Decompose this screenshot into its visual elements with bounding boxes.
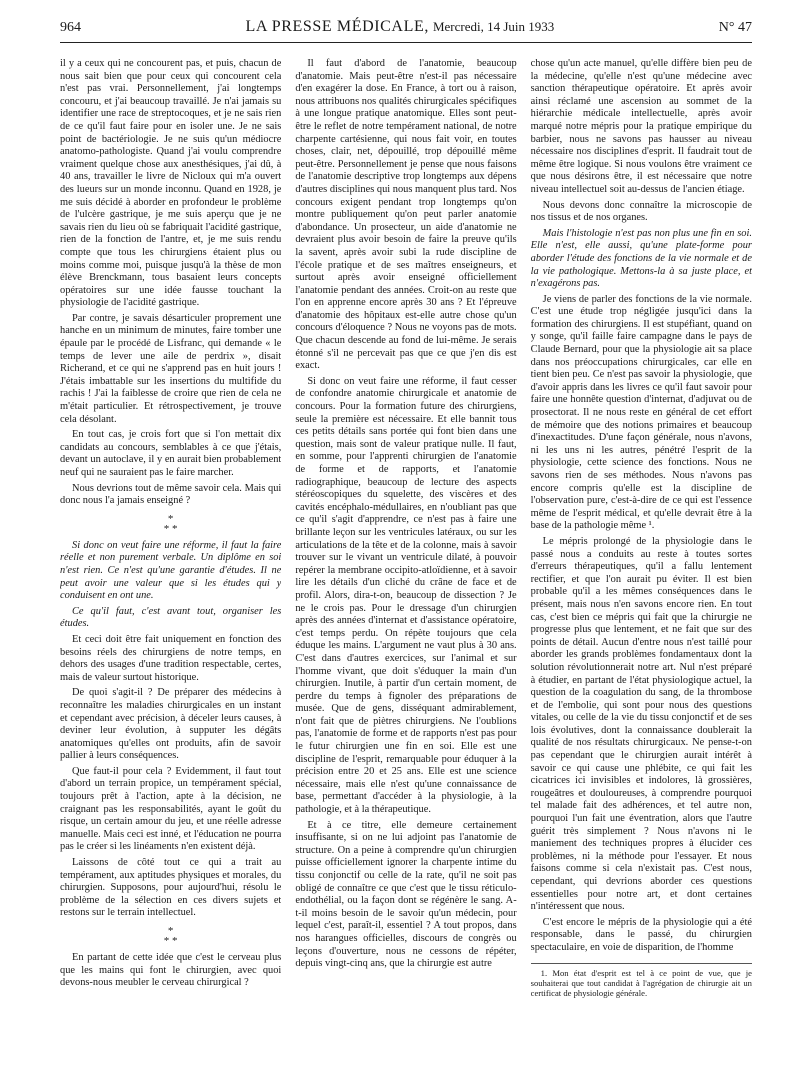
- journal-title: [246, 18, 555, 36]
- column-2: [295, 58, 516, 1064]
- paragraph: Il faut d'abord de l'anatomie, beaucoup d'anatomie. Mais peut-être n'est-il pas nécessaire d'en exagérer la dose. En France, à tort ou à raison, nous attribuons nos qualités chirurgicales spécifiques à une longue pratique anatomique. Elles sont peut-être le reflet de notre tempérament national, de notre charpente cartésienne, qui nous fait voir, en toutes choses, clair, net, dépouillé, trop dépouillé même peut-être. Personnellement je pense que nous faisons de l'anatomie descriptive trop longtemps aux dépens d'autres disciplines qui nous manquent plus tard. Nos concours exigent pendant trop longtemps qu'on montre publiquement qu'on peut parler anatomie d'abondance. Un prosecteur, un aide d'anatomie ne devraient plus avoir besoin de faire la preuve qu'ils la savent, après avoir subi la rude discipline de l'école pratique et de ses maîtres enseigneurs, et surtout après avoir enseigné officiellement l'anatomie pendant des années. Croit-on au reste que l'on en apprenne encore après 30 ans ? Et l'épreuve d'anatomie des hôpitaux est-elle autre chose qu'un concours d'éloquence ? Nous ne voyons pas de mots. Que chacun descende au fond de lui-même. Je serais étonné s'il ne percevait pas que ce que j'en dis est exact.: [295, 58, 517, 372]
- paragraph: il y a ceux qui ne concourent pas, et puis, chacun de nous sait bien que pour ceux qui concourent cela n'est pas vrai. Personnellement, j'ai longtemps concouru, et j'ai beaucoup travaillé. Je n'ai jamais su identifier une race de streptocoques, et je ne sais rien de ce qu'il faut faire pour en isoler une. Je ne sais point de bactériologie. Je ne suis qu'un médiocre anatomo-pathologiste. Quand j'ai voulu comprendre vraiment quelque chose aux anesthésiques, j'ai dû, à 40 ans, travailler le livre de Nicloux qui m'a ouvert des lueurs sur un monde inconnu. Quand en 1928, je me suis décidé à aborder en profondeur le problème de l'ulcère gastrique, je me suis aperçu que je ne savais rien du lieu où se fabriquait l'acidité gastrique, rien de la fonction de l'antre, et, je me suis rendu compte que tous les chirurgiens étaient plus ou moins comme moi, puisque jusqu'à la thèse de mon élève Brenckmann, tous basaient leurs concepts opératoires sur une idée fausse touchant la physiologie de l'acidité gastrique.: [60, 58, 282, 309]
- column-3: [531, 58, 752, 1064]
- paragraph: Et à ce titre, elle demeure certainement insuffisante, si on ne lui adjoint pas l'anatomie de structure. On a peine à comprendre qu'un chirurgien puisse officiellement ignorer la charpente intime du tissu conjonctif ou celle de la rate, qu'il ne soit pas obligé de connaître ce que c'est que le tissu réticulo-endothélial, ou la façon dont se régénère le sang. A-t-il moins besoin de le savoir qu'un médecin, pour lequel c'est, paraît-il, essentiel ? A tout propos, dans nos harangues officielles, discours de congrès ou leçons d'ouverture, nous ne cessons de répéter, depuis vingt-cinq ans, que la chirurgie est autre: [295, 819, 517, 970]
- paragraph-italic: Si donc on veut faire une réforme, il faut la faire réelle et non purement verbale. Un diplôme en soi n'est rien. Ce n'est qu'une garantie d'études. Il ne peut avoir une valeur que si les études qui y conduisent en ont une.: [60, 539, 282, 602]
- paragraph-italic: Mais l'histologie n'est pas non plus une fin en soi. Elle n'est, elle aussi, qu'une plate-forme pour aborder l'étude des fonctions de la vie normale et de la vie pathologique. Mettons-la à sa juste place, et n'exagérons pas.: [530, 227, 752, 290]
- paragraph: En partant de cette idée que c'est le cerveau plus que les mains qui font le chirurgien, avec quoi devons-nous meubler le cerveau chirurgical ?: [60, 952, 282, 989]
- paragraph-italic: Ce qu'il faut, c'est avant tout, organiser les études.: [60, 605, 282, 630]
- paragraph: Par contre, je savais désarticuler proprement une hanche en un minimum de minutes, faire tomber une épaule par le procédé de Lisfranc, qui demande « le temps de lever une aile de perdrix », disait Richerand, et ce qui ne s'apprend pas en huit jours ! J'étais imbattable sur les insertions du multifide du rachis ! J'ai la faiblesse de croire que rien de cela ne m'était particulier. Et rétrospectivement, je trouve cela désolant.: [60, 312, 282, 425]
- issue-date: Mercredi, 14 Juin 1933: [432, 19, 555, 34]
- page-header: [60, 18, 752, 43]
- paragraph: Nous devrions tout de même savoir cela. Mais qui donc nous l'a jamais enseigné ?: [60, 482, 282, 507]
- paragraph: C'est encore le mépris de la physiologie qui a été responsable, dans le passé, du chirurgien spectaculaire, en voie de disparition, de l'homme: [530, 916, 752, 953]
- footnote: 1. Mon état d'esprit est tel à ce point de vue, que je souhaiterai que tout candidat à l'agrégation de chirurgie ait un certificat de physiologie générale.: [531, 963, 752, 999]
- journal-name: LA PRESSE MÉDICALE,: [245, 18, 429, 35]
- paragraph: En tout cas, je crois fort que si l'on mettait dix candidats au concours, semblables à ce que j'étais, devant un autoclave, il y en aurait bien probablement neuf qui ne sauraient pas le faire marcher.: [60, 429, 282, 478]
- paragraph: chose qu'un acte manuel, qu'elle diffère bien peu de la médecine, qu'elle n'est qu'une médecine avec sanction thérapeutique opératoire. Et après avoir ainsi réclamé une ascension au sommet de la hiérarchie médicale intellectuelle, après avoir marqué notre mépris pour la pratique empirique du barbier, nous ne savons pas hausser au niveau nécessaire nos disciplines d'esprit. Il faudrait tout de même être logique. Si nous voulons être vraiment ce que nous désirons être, il est nécessaire que notre niveau intellectuel soit au-dessus de l'ancien étiage.: [530, 58, 752, 195]
- paragraph: Le mépris prolongé de la physiologie dans le passé nous a conduits au reste à toutes sortes d'erreurs thérapeutiques, qu'il a fallu lentement rectifier, et que l'on aurait pu éviter. Il est bien probable qu'il a les mêmes conséquences dans le présent, mais nous n'en savons encore rien. En tout cas, c'est bien ce mépris qui fait que la chirurgie ne progresse plus que lentement, et ne fait que sur des points de détail. Aucun d'entre nous n'est taillé pour aborder les grands problèmes fondamentaux dont la solution révolutionnerait notre art. Nul n'est préparé à étudier, en partant de l'état physiologique actuel, la question de la coagulation du sang, de la thrombose et de l'embolie, qui sont pour nous des questions vitales, ou celle de la vie du tissu conjonctif et de ses lois évolutives, dont la connaissance doublerait la qualité de nos résultats chirurgicaux. Ne pense-t-on pas cependant que le chirurgien aurait intérêt à savoir ce qui cause une phlébite, ce qui fait les cicatrices ici invisibles et indolores, là grossières, rougeâtres et douloureuses, à comprendre pourquoi tel malade fait des adhérences, et tel autre non, pourquoi l'un fait une éventration, alors que l'autre guérit très simplement ? Nous n'avons ni le maniement des techniques propres à élucider ces problèmes, ni la méthode pour l'essayer. Et nous faisons comme si cela n'existait pas. C'est nous, cependant, qui devrions aborder ces questions essentielles pour notre art, et dont certaines n'intéressent que nous.: [530, 535, 752, 913]
- paragraph: Laissons de côté tout ce qui a trait au tempérament, aux aptitudes physiques et morales, du chirurgien. Supposons, pour aujourd'hui, résolu le problème de la sélection en ces divers sujets et restons sur le terrain intellectuel.: [60, 857, 282, 919]
- page-number: 964: [60, 20, 81, 35]
- paragraph: Nous devons donc connaître la microscopie de nos tissus et de nos organes.: [530, 199, 752, 224]
- paragraph: De quoi s'agit-il ? De préparer des médecins à reconnaître les maladies chirurgicales en un instant et cependant avec précision, à déceler leurs causes, à deviner leur évolution, à supputer les dégâts anatomiques qu'elles ont produits, afin de savoir pallier à leurs conséquences.: [60, 687, 282, 762]
- paragraph: Et ceci doit être fait uniquement en fonction des besoins réels des chirurgiens de notre temps, en dehors des usages d'une tradition respectable, certes, mais de valeur surtout historique.: [60, 633, 282, 683]
- section-separator: * * *: [163, 925, 178, 947]
- article-body: [60, 58, 752, 1064]
- paragraph: Si donc on veut faire une réforme, il faut cesser de confondre anatomie chirurgicale et anatomie de concours. Pour la formation future des chirurgiens, seule la première est nécessaire. Et elle bannit tous ces petits détails sans portée qui font bien dans une question, mais sont de valeur pratique nulle. Il faut, en somme, pour l'apprenti chirurgien de l'anatomie de forme et de rapports, et l'anatomie radiographique, beaucoup de lecture des aspects stéréoscopiques du squelette, des viscères et des cavités encéphalo-médullaires, en n'oubliant pas que ce qu'il s'agit d'apprendre, ce n'est pas à faire une brillante leçon sur les ventricules latéraux, ou sur les articulations de la tête et de la colonne, mais à savoir trouver sur le vivant un ventricule dilaté, à pouvoir repérer la membrane occipito-atloïdienne, et à savoir lire les détails d'un cliché du crâne de face et de profil. Alors, dira-t-on, beaucoup de dissection ? Je ne le crois pas. Pour le dressage d'un chirurgien après des années d'internat et d'assistance opératoire, c'est temps perdu. On répète toujours que cela éduque les mains. L'argument ne vaut plus à 30 ans. C'est dans d'autres exercices, sur l'animal et sur l'homme vivant, que doit s'éduquer la main d'un chirurgien. Inutile, à partir d'un certain moment, de perdre du temps à fignoler des préparations de musée. Que de gens, disséquant admirablement, n'ont fait que de piètres chirurgiens. Ne l'oublions pas, l'anatomie de forme et de rapports n'est pas pour le futur chirurgien une fin en soi. Elle est une discipline de l'esprit, remarquable pour éduquer à la précision entre 20 et 25 ans. Elle est une science nécessaire, mais elle n'est qu'une connaissance de base, permettant d'accéder à la physiologie, à la pathologie, et à la thérapeutique.: [295, 375, 517, 816]
- section-separator: * * *: [163, 512, 178, 535]
- paragraph: Que faut-il pour cela ? Evidemment, il faut tout d'abord un terrain propice, un tempérament spécial, toujours prêt à l'action, apte à la décision, ne craignant pas les responsabilités, ayant le goût du risque, un certain amour du jeu, et une réelle adresse manuelle. Mais ceci est inné, et l'éducation ne pourra pas le créer si les linéaments n'en existent déjà.: [60, 765, 282, 853]
- issue-number: N° 47: [718, 20, 752, 35]
- paragraph: Je viens de parler des fonctions de la vie normale. C'est une étude trop négligée jusqu'ici dans la formation des chirurgiens. Il est stupéfiant, quand on y songe, qu'il faille faire campagne dans le pays de Claude Bernard, pour que la physiologie ait sa place dans nos préoccupations chirurgicales, car elle en tient bien peu. Ce n'est pas savoir la physiologie, que d'avoir appris dans les livres ce qu'il faut savoir pour faire une honnête question d'internat, d'adjuvat ou de prosectorat. Il ne nous reste en général de cet effort de mémoire que des notions primaires et beaucoup d'inexactitudes. D'une façon générale, nous n'avons, ni les uns ni les autres, pénétré l'esprit de la physiologie, cette science des fonctions. Nous ne savons rien de ses méthodes. Nous n'avons pas encore compris qu'elle est la discipline de l'observation pure, c'est-à-dire de ce qui est l'essence même de l'esprit médical, et qu'elle devrait être à la base de la pathologie même ¹.: [530, 293, 752, 532]
- column-1: [60, 58, 281, 1064]
